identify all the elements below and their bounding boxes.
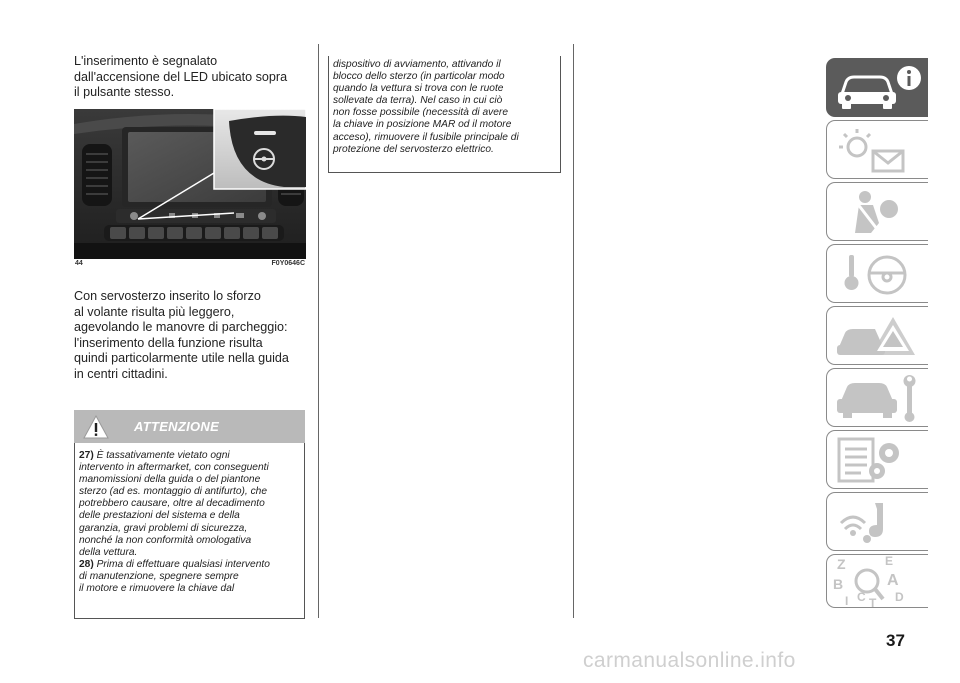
index-letter: C <box>857 590 866 604</box>
index-letter: T <box>869 596 877 609</box>
intro-line: dall'accensione del LED ubicato sopra <box>74 69 288 84</box>
warning-line: delle prestazioni del sistema e della <box>79 510 240 522</box>
continuation-line: acceso), rimuovere il fusibile principale di <box>333 131 519 143</box>
continuation-line: blocco dello sterzo (in particolar modo <box>333 71 505 83</box>
continuation-line: non fosse possibile (necessità di avere <box>333 107 508 119</box>
index-letter: Z <box>837 556 846 572</box>
warning-line: potrebbero causare, oltre al decadimento <box>79 498 265 510</box>
body-paragraph <box>74 289 306 383</box>
continuation-line: sollevate da terra). Nel caso in cui ciò <box>333 95 503 107</box>
warning-triangle-icon <box>83 415 109 439</box>
warning-item <box>79 450 305 462</box>
multimedia-icon <box>827 493 929 552</box>
warning-line: garanzia, gravi problemi di sicurezza, <box>79 522 248 534</box>
warning-item-number: 28) <box>79 558 94 570</box>
emergency-icon <box>827 307 929 366</box>
index-letter: I <box>845 594 849 608</box>
continuation-line: quando la vettura si trova con le ruote <box>333 83 504 95</box>
car-info-icon <box>826 58 928 117</box>
dashboard-figure <box>74 109 306 259</box>
continuation-line: protezione del servosterzo elettrico. <box>333 143 494 155</box>
body-line: agevolando le manovre di parcheggio: <box>74 320 288 335</box>
warning-text <box>79 450 305 595</box>
continuation-line: dispositivo di avviamento, attivando il <box>333 59 501 70</box>
warning-title: ATTENZIONE <box>134 419 220 434</box>
warning-line: sterzo (ad es. montaggio di antifurto), che <box>79 486 268 498</box>
index-letter: D <box>895 590 904 604</box>
tab-safety[interactable] <box>826 182 928 241</box>
body-line: in centri cittadini. <box>74 366 168 381</box>
body-line: Con servosterzo inserito lo sforzo <box>74 289 261 303</box>
index-letter: B <box>833 576 844 592</box>
intro-line: L'inserimento è segnalato <box>74 54 218 68</box>
intro-paragraph <box>74 54 306 101</box>
warning-line: nonché la non conformità omologativa <box>79 534 252 546</box>
tab-car-info[interactable] <box>826 58 928 117</box>
warning-lights-icon <box>827 121 929 180</box>
tab-index[interactable] <box>826 554 928 608</box>
warning-line: Prima di effettuare qualsiasi intervento <box>96 558 270 570</box>
warning-item <box>79 559 305 571</box>
tab-maintenance[interactable] <box>826 368 928 427</box>
tab-multimedia[interactable] <box>826 492 928 551</box>
warning-line: il motore e rimuovere la chiave dal <box>79 583 235 595</box>
figure-caption <box>74 259 306 271</box>
technical-data-icon <box>827 431 929 490</box>
index-letter: E <box>885 555 894 568</box>
index-letter: A <box>887 572 899 589</box>
warning-line: della vettura. <box>79 546 138 558</box>
column-divider <box>318 44 319 618</box>
column-divider <box>573 44 574 618</box>
warning-line: È tassativamente vietato ogni <box>96 450 230 461</box>
body-line: quindi particolarmente utile nella guida <box>74 351 289 366</box>
warning-line: di manutenzione, spegnere sempre <box>79 570 239 582</box>
maintenance-icon <box>827 369 929 428</box>
continuation-text <box>333 59 559 156</box>
safety-icon <box>827 183 929 242</box>
page-number: 37 <box>886 631 905 650</box>
dashboard-photo <box>74 109 306 259</box>
tab-warning-lights[interactable] <box>826 120 928 179</box>
tab-starting-driving[interactable] <box>826 244 928 303</box>
index-icon <box>827 555 929 609</box>
tab-emergency[interactable] <box>826 306 928 365</box>
warning-item-number: 27) <box>79 450 94 461</box>
tab-technical-data[interactable] <box>826 430 928 489</box>
figure-number: 44 <box>75 260 83 267</box>
body-line: l'inserimento della funzione risulta <box>74 335 263 350</box>
body-line: al volante risulta più leggero, <box>74 304 235 319</box>
continuation-line: la chiave in posizione MAR od il motore <box>333 119 512 131</box>
warning-header <box>74 410 305 443</box>
figure-code: F0Y0646C <box>271 260 305 267</box>
warning-line: manomissioni della guida o del piantone <box>79 474 261 486</box>
steering-wheel-icon <box>827 245 929 304</box>
intro-line: il pulsante stesso. <box>74 85 175 100</box>
warning-line: intervento in aftermarket, con conseguenti <box>79 462 269 474</box>
watermark: carmanualsonline.info <box>583 649 796 672</box>
